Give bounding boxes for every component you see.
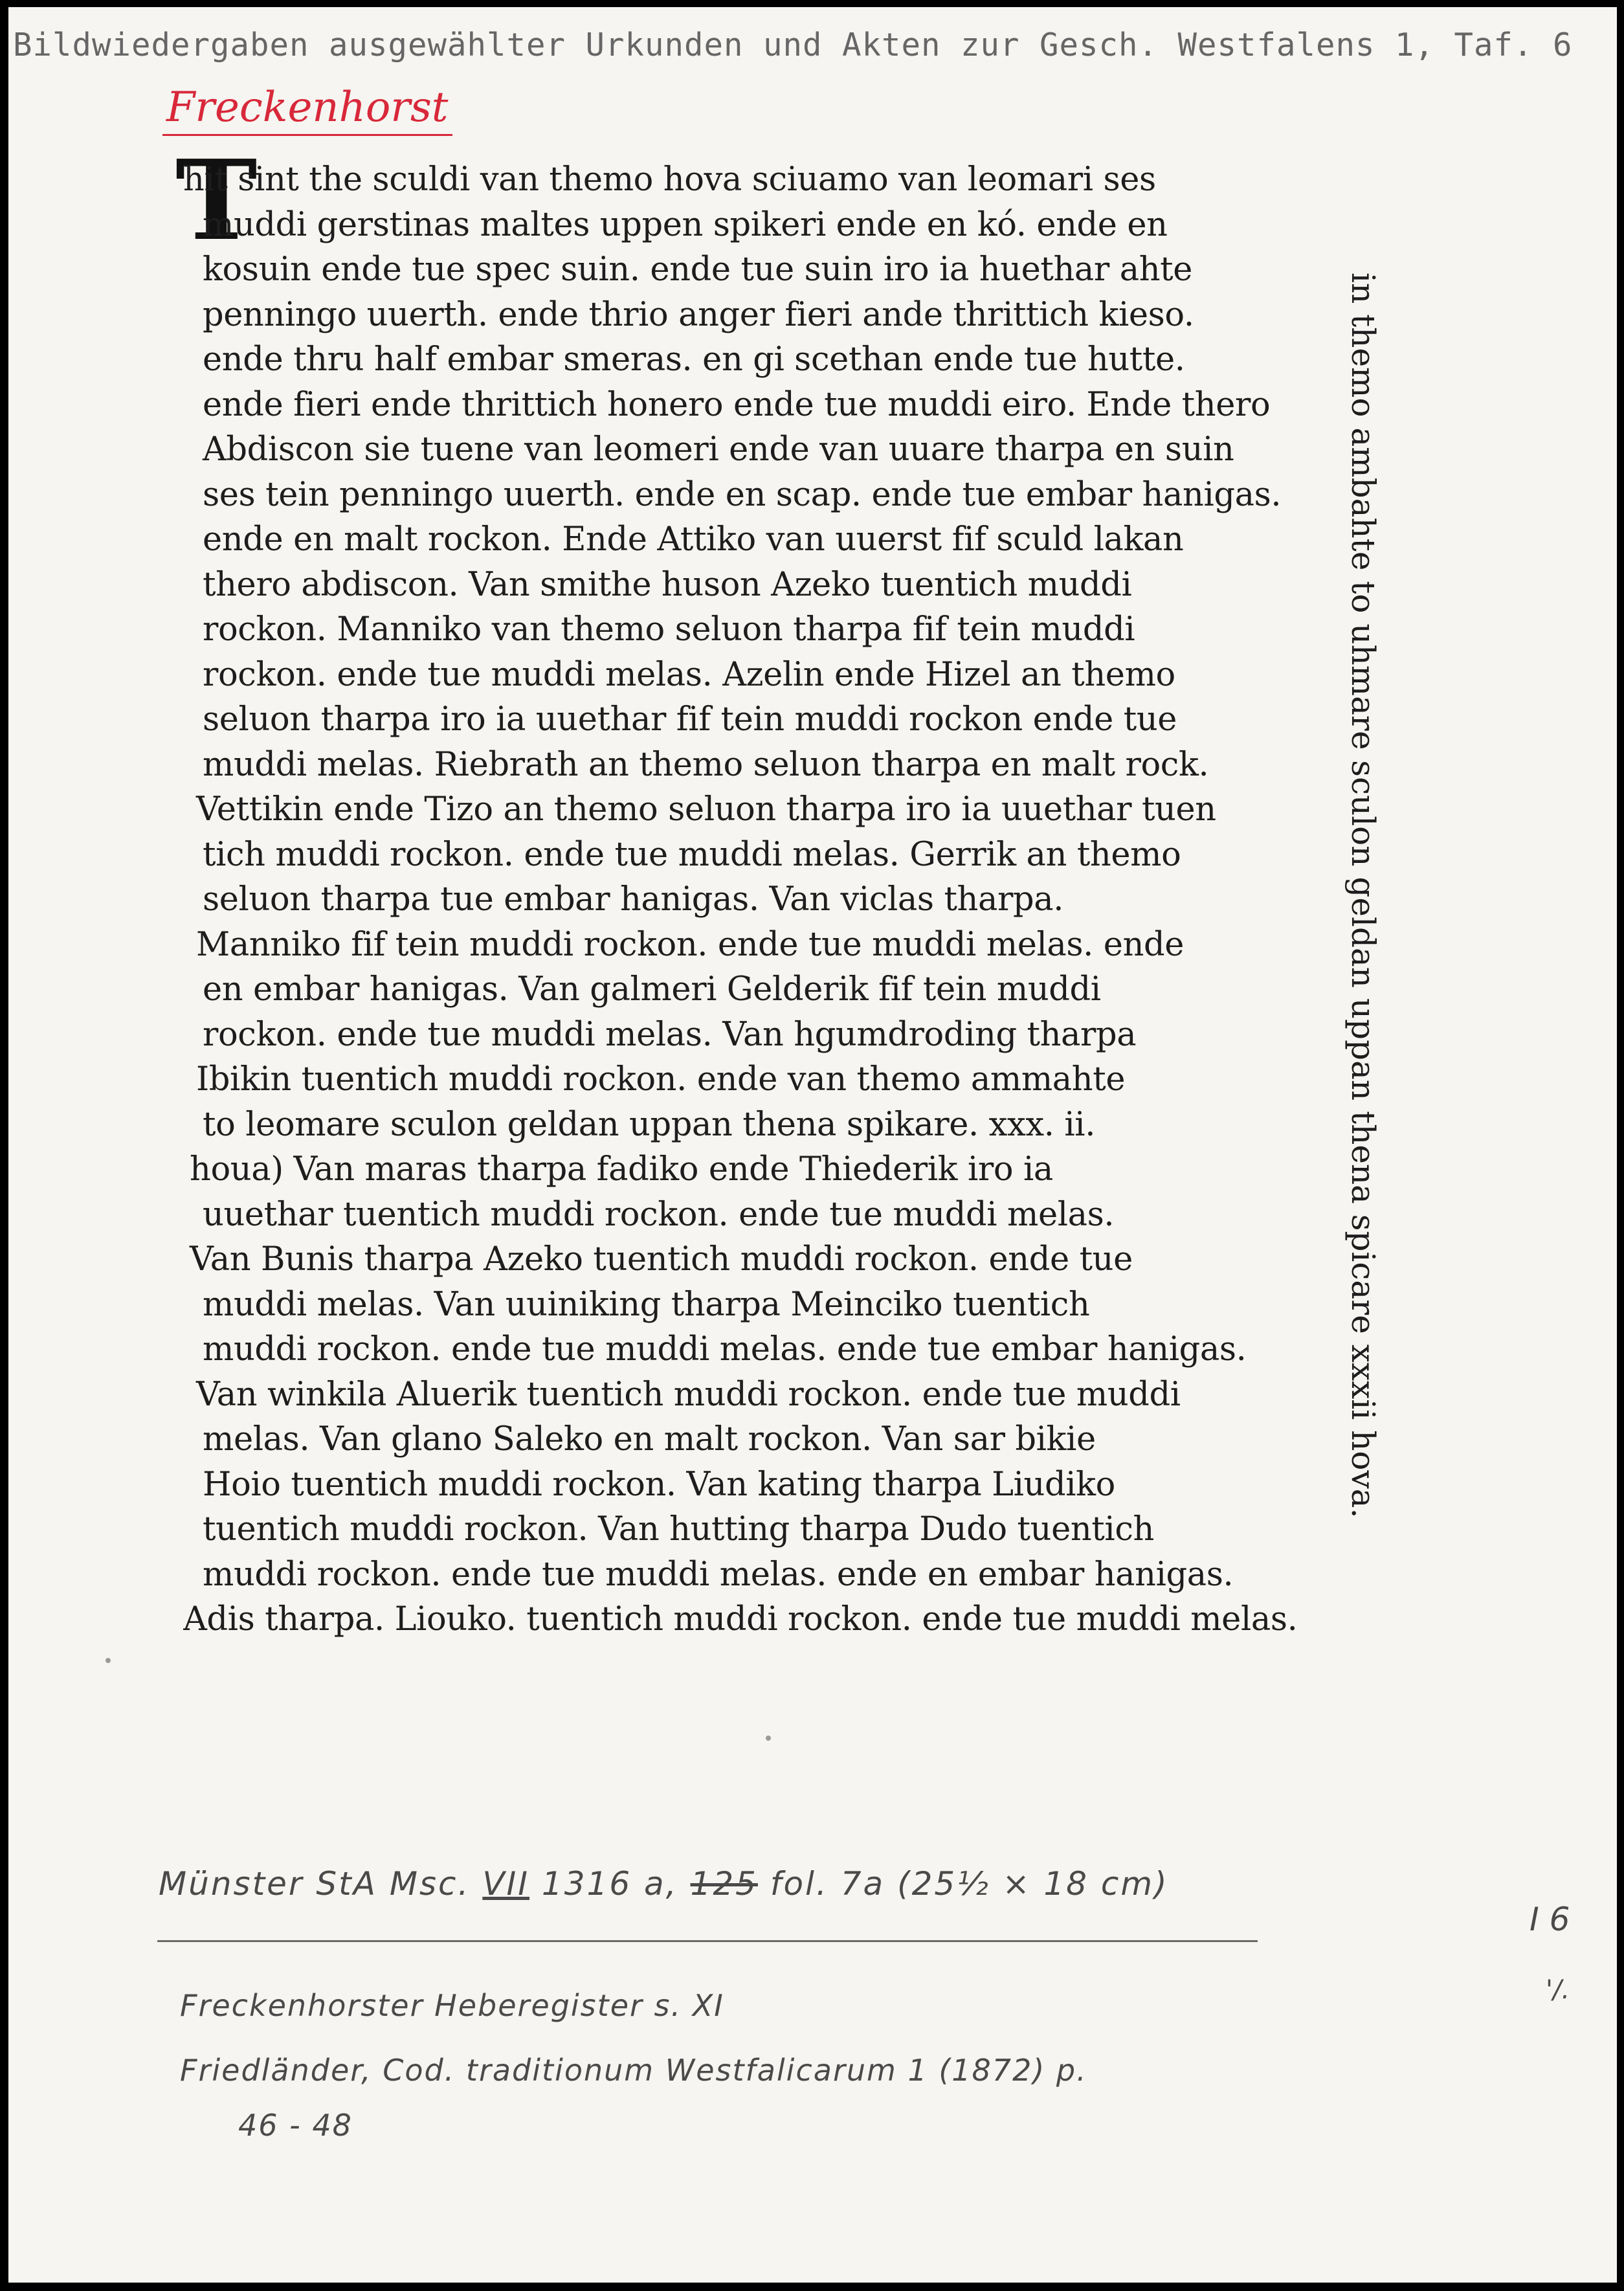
typed-header: Bildwiedergaben ausgewählter Urkunden und Akten zur Gesch. Westfalens 1, Taf. 6 bbox=[13, 27, 1573, 63]
handwritten-note: Freckenhorster Heberegister s. XI bbox=[180, 1988, 724, 2023]
shelfmark-struck: 125 bbox=[690, 1865, 758, 1903]
manuscript-line: Manniko fif tein muddi rockon. ende tue muddi melas. ende bbox=[196, 925, 1185, 964]
vertical-margin-text: in themo ambahte to uhmare sculon geldan uppan thena spicare xxxii hova. bbox=[1344, 273, 1382, 1519]
manuscript-line: rockon. ende tue muddi melas. Azelin ende Hizel an themo bbox=[203, 655, 1175, 694]
manuscript-line: Vettikin ende Tizo an themo seluon tharpa iro ia uuethar tuen bbox=[196, 790, 1216, 829]
manuscript-line: rockon. ende tue muddi melas. Van hgumdroding tharpa bbox=[203, 1015, 1137, 1054]
manuscript-line: Ibikin tuentich muddi rockon. ende van themo ammahte bbox=[196, 1060, 1126, 1099]
shelfmark-size: (25½ × 18 cm) bbox=[897, 1865, 1169, 1903]
manuscript-line: en embar hanigas. Van galmeri Gelderik fif tein muddi bbox=[203, 970, 1101, 1009]
manuscript-line: penningo uuerth. ende thrio anger fieri ande thrittich kieso. bbox=[203, 295, 1194, 334]
manuscript-line: muddi gerstinas maltes uppen spikeri ende en kó. ende en bbox=[203, 205, 1168, 244]
shelfmark-number: 1316 a, bbox=[541, 1865, 678, 1903]
manuscript-line: seluon tharpa iro ia uuethar fif tein muddi rockon ende tue bbox=[203, 700, 1177, 739]
plate-tick-mark: '/. bbox=[1546, 1975, 1570, 2005]
manuscript-line: melas. Van glano Saleko en malt rockon. Van sar bikie bbox=[203, 1420, 1096, 1458]
shelfmark-prefix: Münster StA Msc. bbox=[159, 1865, 471, 1903]
drop-initial-letter: T bbox=[175, 136, 258, 265]
handwritten-source-line: Friedländer, Cod. traditionum Westfalicarum 1 (1872) p. bbox=[180, 2053, 1087, 2088]
manuscript-text bbox=[183, 157, 1329, 1642]
manuscript-line: hit sint the sculdi van themo hova sciuamo van leomari ses bbox=[183, 161, 1156, 199]
paper-speck bbox=[106, 1658, 111, 1663]
handwritten-source-pages: 46 - 48 bbox=[238, 2108, 353, 2143]
shelfmark-handwritten bbox=[159, 1865, 1169, 1903]
manuscript-line: to leomare sculon geldan uppan thena spikare. xxx. ii. bbox=[203, 1105, 1096, 1144]
document-sheet bbox=[8, 7, 1617, 2283]
manuscript-line: tuentich muddi rockon. Van hutting tharpa Dudo tuentich bbox=[203, 1510, 1154, 1548]
manuscript-line: Hoio tuentich muddi rockon. Van kating tharpa Liudiko bbox=[203, 1465, 1115, 1504]
manuscript-line: Van winkila Aluerik tuentich muddi rockon. ende tue muddi bbox=[196, 1375, 1181, 1414]
manuscript-line: muddi melas. Riebrath an themo seluon tharpa en malt rock. bbox=[203, 745, 1209, 784]
manuscript-line: Adis tharpa. Liouko. tuentich muddi rockon. ende tue muddi melas. bbox=[183, 1600, 1298, 1638]
manuscript-line: houa) Van maras tharpa fadiko ende Thiederik iro ia bbox=[190, 1150, 1053, 1189]
manuscript-line: Van Bunis tharpa Azeko tuentich muddi rockon. ende tue bbox=[190, 1240, 1133, 1279]
manuscript-line: kosuin ende tue spec suin. ende tue suin iro ia huethar ahte bbox=[203, 251, 1193, 289]
manuscript-line: muddi rockon. ende tue muddi melas. ende tue embar hanigas. bbox=[203, 1330, 1247, 1369]
manuscript-line: rockon. Manniko van themo seluon tharpa fif tein muddi bbox=[203, 610, 1135, 649]
manuscript-line: muddi rockon. ende tue muddi melas. ende en embar hanigas. bbox=[203, 1555, 1234, 1594]
plate-number: I 6 bbox=[1529, 1901, 1570, 1938]
manuscript-line: ende en malt rockon. Ende Attiko van uuerst fif sculd lakan bbox=[203, 520, 1184, 559]
shelfmark-folio: fol. 7a bbox=[770, 1865, 885, 1903]
manuscript-line: ende thru half embar smeras. en gi scethan ende tue hutte. bbox=[203, 341, 1185, 379]
red-handwritten-title: Freckenhorst bbox=[162, 84, 452, 136]
paper-speck bbox=[766, 1736, 771, 1741]
manuscript-line: muddi melas. Van uuiniking tharpa Meinciko tuentich bbox=[203, 1285, 1090, 1324]
manuscript-line: ende fieri ende thrittich honero ende tue muddi eiro. Ende thero bbox=[203, 385, 1271, 424]
manuscript-line: seluon tharpa tue embar hanigas. Van viclas tharpa. bbox=[203, 880, 1064, 919]
manuscript-line: uuethar tuentich muddi rockon. ende tue muddi melas. bbox=[203, 1195, 1115, 1234]
manuscript-line: tich muddi rockon. ende tue muddi melas. Gerrik an themo bbox=[203, 835, 1181, 874]
manuscript-line: thero abdiscon. Van smithe huson Azeko tuentich muddi bbox=[203, 565, 1132, 604]
handwritten-rule bbox=[157, 1940, 1258, 1942]
shelfmark-roman: VII bbox=[482, 1865, 530, 1903]
manuscript-line: ses tein penningo uuerth. ende en scap. ende tue embar hanigas. bbox=[203, 475, 1282, 514]
manuscript-line: Abdiscon sie tuene van leomeri ende van uuare tharpa en suin bbox=[203, 430, 1234, 469]
